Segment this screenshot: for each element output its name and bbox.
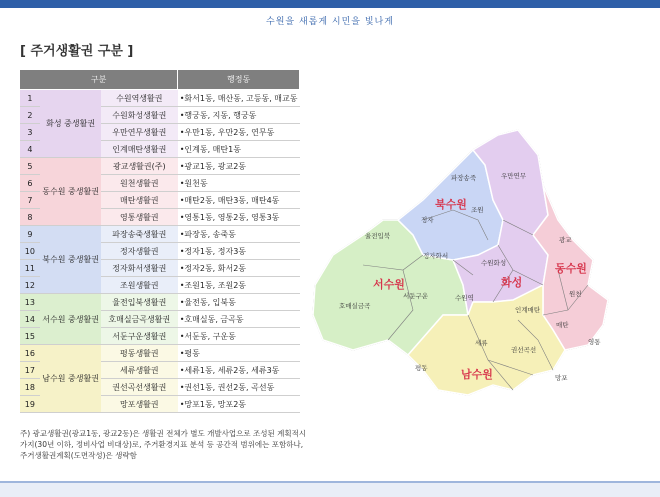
region-label-nam: 남수원 (461, 368, 493, 381)
dong-list: •망포1동, 망포2동 (178, 396, 300, 413)
dong-list: •정자1동, 정자3동 (178, 243, 300, 260)
row-number: 18 (20, 379, 41, 396)
row-number: 3 (20, 124, 41, 141)
row-number: 6 (20, 175, 41, 192)
label-ingyemaetan: 인계매탄 (515, 306, 541, 314)
row-number: 14 (20, 311, 41, 328)
dong-list: •광교1동, 광교2동 (178, 158, 300, 175)
dong-list: •영통1동, 영통2동, 영통3동 (178, 209, 300, 226)
label-wonchon: 원천 (569, 290, 582, 298)
label-yuljeon: 율전입북 (365, 232, 391, 240)
row-number: 15 (20, 328, 41, 345)
label-gwonseon: 권선곡선 (511, 346, 537, 354)
dong-list: •파장동, 송죽동 (178, 226, 300, 243)
page-title: [ 주거생활권 구분 ] (20, 44, 134, 59)
label-jowon: 조원 (471, 206, 484, 214)
row-number: 11 (20, 260, 41, 277)
row-number: 19 (20, 396, 41, 413)
area-name: 정자화서생활권 (101, 260, 178, 277)
label-maetan: 매탄 (556, 321, 569, 329)
row-number: 4 (20, 141, 41, 158)
label-jeongja: 정자 (421, 216, 434, 224)
table-row (20, 345, 300, 362)
area-name: 망포생활권 (101, 396, 178, 413)
header-dong: 행정동 (178, 70, 300, 90)
row-number: 7 (20, 192, 41, 209)
area-name: 정자생활권 (101, 243, 178, 260)
region-label-buk: 북수원 (435, 198, 467, 211)
dong-list: •화서1동, 매산동, 고등동, 매교동 (178, 90, 300, 107)
area-name: 원천생활권 (101, 175, 178, 192)
area-name: 우만연무생활권 (101, 124, 178, 141)
area-name: 세류생활권 (101, 362, 178, 379)
dong-list: •율전동, 입북동 (178, 294, 300, 311)
dong-list: •인계동, 매탄1동 (178, 141, 300, 158)
area-name: 매탄생활권 (101, 192, 178, 209)
header-group: 구분 (20, 70, 178, 90)
area-name: 호매실금곡생활권 (101, 311, 178, 328)
dong-list: •원천동 (178, 175, 300, 192)
label-pyeongdong: 평동 (415, 364, 428, 372)
row-number: 16 (20, 345, 41, 362)
area-name: 광교생활권(주) (101, 158, 178, 175)
area-name: 영통생활권 (101, 209, 178, 226)
area-name: 서둔구운생활권 (101, 328, 178, 345)
region-label-seo: 서수원 (373, 278, 405, 291)
table-row (20, 90, 300, 107)
dong-list: •조원1동, 조원2동 (178, 277, 300, 294)
group-name: 남수원 중생활권 (40, 345, 101, 413)
table-row (20, 226, 300, 243)
dong-list: •행궁동, 지동, 행궁동 (178, 107, 300, 124)
label-mangpo: 망포 (555, 374, 568, 382)
dong-list: •호매실동, 금곡동 (178, 311, 300, 328)
label-hosmaesil: 호매실금곡 (339, 302, 371, 310)
table-row (20, 158, 300, 175)
region-label-hwa: 화성 (501, 276, 523, 289)
row-number: 17 (20, 362, 41, 379)
row-number: 10 (20, 243, 41, 260)
label-gwanggyo: 광교 (559, 236, 572, 244)
dong-list: •정자2동, 화서2동 (178, 260, 300, 277)
label-seodun: 서둔구운 (403, 292, 429, 300)
label-suwonyeok: 수원역 (455, 294, 474, 302)
area-name: 조원생활권 (101, 277, 178, 294)
suwon-map (303, 70, 623, 400)
dong-list: •세류1동, 세류2동, 세류3동 (178, 362, 300, 379)
label-yeongtong: 영통 (588, 338, 601, 346)
area-name: 평동생활권 (101, 345, 178, 362)
area-name: 파장송죽생활권 (101, 226, 178, 243)
row-number: 9 (20, 226, 41, 243)
dong-list: •평동 (178, 345, 300, 362)
label-suwonhwaseong: 수원화성 (481, 259, 507, 267)
row-number: 1 (20, 90, 41, 107)
label-umanyeonmu: 우만연무 (501, 172, 527, 180)
area-name: 권선곡선생활권 (101, 379, 178, 396)
row-number: 12 (20, 277, 41, 294)
table-row (20, 294, 300, 311)
group-name: 북수원 중생활권 (40, 226, 101, 294)
group-name: 동수원 중생활권 (40, 158, 101, 226)
slogan: 수원을 새롭게 시민을 빛나게 (266, 17, 394, 27)
area-name: 율전입북생활권 (101, 294, 178, 311)
group-name: 화성 중생활권 (40, 90, 101, 158)
top-bar (0, 0, 660, 8)
row-number: 2 (20, 107, 41, 124)
region-label-dong: 동수원 (555, 262, 587, 275)
dong-list: •서둔동, 구운동 (178, 328, 300, 345)
row-number: 8 (20, 209, 41, 226)
label-sedu: 세류 (475, 339, 488, 347)
dong-list: •매탄2동, 매탄3동, 매탄4동 (178, 192, 300, 209)
row-number: 13 (20, 294, 41, 311)
footnote: 주) 광교생활권(광교1동, 광교2동)은 생활권 전체가 별도 개발사업으로 조성된 계획적시가지(30년 이하, 정비사업 비대상)로, 주거환경지표 분석 등 공간적 범위에는 포함하나, 주거생활권계획(도면작성)은 생략함 (20, 429, 307, 460)
area-name: 수원화성생활권 (101, 107, 178, 124)
dong-list: •우만1동, 우만2동, 연무동 (178, 124, 300, 141)
area-name: 인계매탄생활권 (101, 141, 178, 158)
row-number: 5 (20, 158, 41, 175)
dong-list: •권선1동, 권선2동, 곡선동 (178, 379, 300, 396)
area-name: 수원역생활권 (101, 90, 178, 107)
group-name: 서수원 중생활권 (40, 294, 101, 345)
label-jeongjahwaseo: 정자화서 (423, 252, 449, 260)
zone-table (19, 69, 300, 413)
label-pajang: 파장송죽 (451, 174, 477, 182)
